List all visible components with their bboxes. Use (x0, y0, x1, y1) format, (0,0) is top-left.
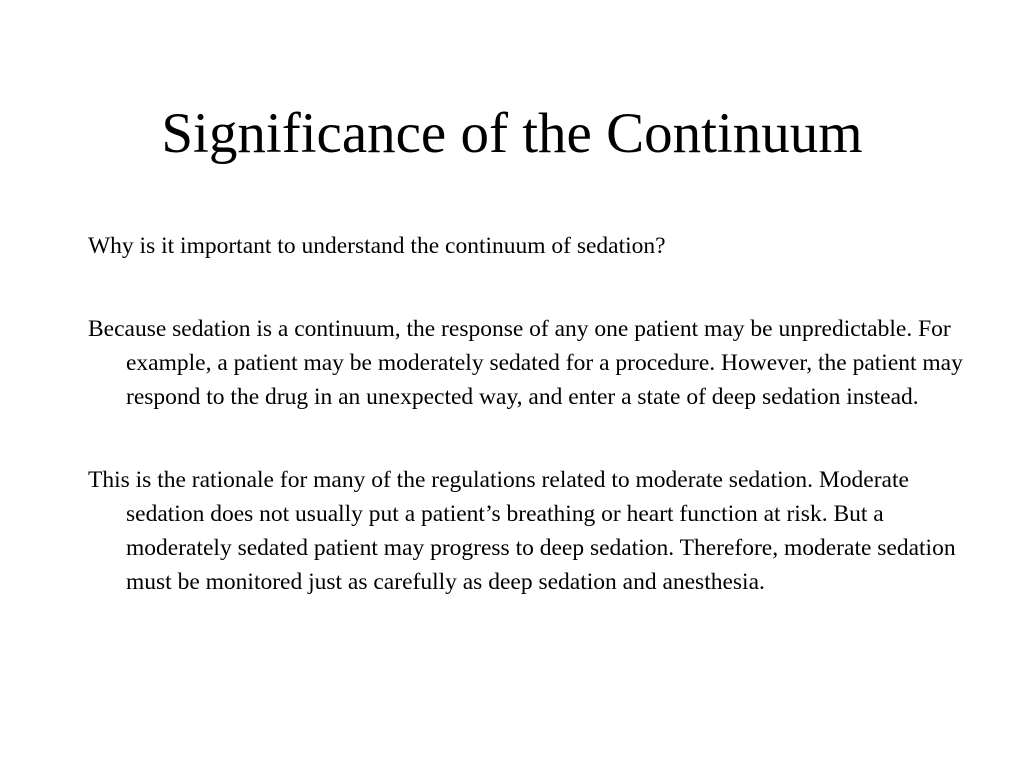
paragraph-question: Why is it important to understand the continuum of sedation? (88, 233, 666, 259)
paragraph-explanation: Because sedation is a continuum, the response of any one patient may be unpredictable. For example, a patient may be moderately sedated for a procedure. However, the patient may respond to the drug in an unexpected way, and enter a state of deep sedation instead. (88, 316, 963, 410)
slide-body (88, 229, 978, 599)
slide-title: Significance of the Continuum (161, 102, 863, 165)
paragraph-rationale: This is the rationale for many of the regulations related to moderate sedation. Moderate sedation does not usually put a patient’s breathing or heart function at risk. But a moderately sedated patient may progress to deep sedation. Therefore, moderate sedation must be monitored just as carefully as deep sedation and anesthesia. (88, 467, 956, 595)
